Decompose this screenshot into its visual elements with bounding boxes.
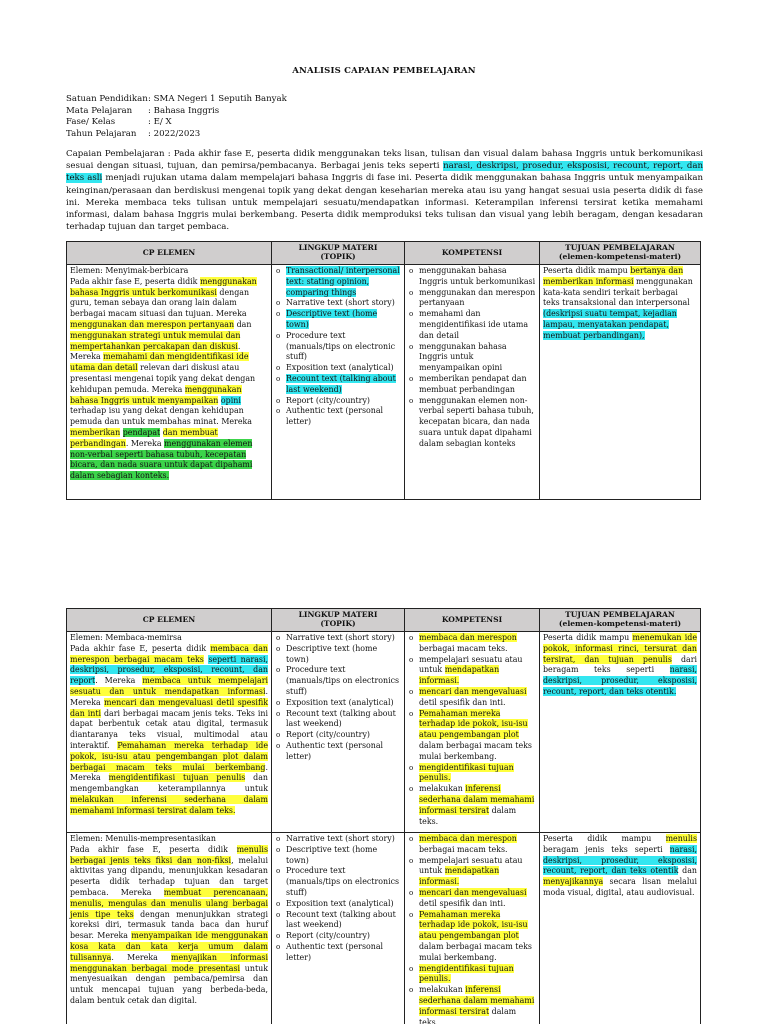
highlighted-text: mencari dan mengevaluasi detil spesifik dan inti bbox=[70, 697, 268, 718]
text-run: Elemen: Menyimak-berbicara bbox=[70, 266, 189, 275]
list-item: o Report (city/country) bbox=[286, 730, 401, 741]
list-item: o memahami dan mengidentifikasi ide utama dan detail bbox=[419, 309, 536, 341]
list-item bbox=[286, 331, 401, 363]
text-run: Pada akhir fase E, peserta didik bbox=[70, 276, 200, 286]
highlighted-text: menulis bbox=[665, 834, 697, 843]
highlighted-text: menggunakan bahasa Inggris untuk berkomunikasi bbox=[70, 276, 257, 297]
list-item: o Authentic text (personal letter) bbox=[286, 942, 401, 964]
kompetensi-list bbox=[408, 633, 536, 827]
list-item: o Exposition text (analytical) bbox=[286, 899, 401, 910]
header-lingkup-line2: (TOPIK) bbox=[320, 619, 356, 628]
list-item: o Recount text (talking about last weekend) bbox=[286, 910, 401, 932]
list-item bbox=[419, 964, 536, 986]
list-item: o Procedure text (manuals/tips on electronics stuff) bbox=[286, 665, 401, 697]
highlighted-text: Pemahaman mereka terhadap ide pokok, isu-isu atau pengembangan plot dalam berbagai macam teks mulai berkembang bbox=[70, 740, 268, 772]
list-item bbox=[286, 363, 401, 374]
info-value: : SMA Negeri 1 Seputih Banyak bbox=[148, 94, 287, 104]
highlighted-text: membuat perencanaan, menulis, mengulas dan menulis ulang berbagai jenis tipe teks bbox=[70, 887, 268, 919]
highlighted-text: opini bbox=[220, 395, 241, 405]
kompetensi-cell bbox=[405, 632, 540, 833]
list-item bbox=[286, 309, 401, 331]
info-key: Satuan Pendidikan bbox=[66, 94, 148, 104]
header-tujuan-line1: TUJUAN PEMBELAJARAN bbox=[565, 610, 675, 620]
highlighted-text: membaca untuk mempelajari sesuatu dan untuk mendapatkan informasi bbox=[70, 676, 268, 696]
text-run: detil spesifik dan inti. bbox=[419, 697, 506, 707]
text-run: untuk menyesuaikan dengan pembaca/pemirsa dan untuk mencapai tujuan yang berbeda-beda, dalam bentuk cetak dan digital. bbox=[70, 963, 268, 1005]
text-run: mempelajari sesuatu atau untuk bbox=[419, 654, 523, 675]
kompetensi-list bbox=[408, 266, 536, 450]
highlighted-text: menulis berbagai jenis teks fiksi dan non-fiksi bbox=[70, 844, 268, 865]
list-item bbox=[419, 856, 536, 888]
highlighted-text: Transactional/ interpersonal text: stating opinion, comparing things bbox=[286, 266, 400, 297]
list-item bbox=[419, 910, 536, 964]
highlighted-text: menggunakan bahasa Inggris untuk menyampaikan bbox=[70, 384, 242, 405]
header-kompetensi: KOMPETENSI bbox=[405, 609, 540, 632]
highlighted-text: seperti narasi, deskripsi, prosedur, eksposisi, recount, dan report bbox=[70, 654, 269, 686]
highlighted-text: menggunakan dan merespon pertanyaan bbox=[70, 319, 235, 329]
list-item bbox=[419, 784, 536, 827]
text-run: Pada akhir fase E, peserta didik bbox=[70, 643, 211, 653]
tujuan-cell bbox=[540, 833, 701, 1024]
text-run: Peserta didik mampu bbox=[543, 633, 633, 642]
highlighted-text: membaca dan merespon berbagai macam teks bbox=[70, 643, 268, 664]
list-item: o menggunakan dan merespon pertanyaan bbox=[419, 288, 536, 310]
highlighted-text: inferensi sederhana dalam memahami informasi tersirat bbox=[419, 784, 535, 815]
capaian-text: menjadi rujukan utama dalam mempelajari bahasa Inggris di fase ini. Peserta didik menggunakan bahasa Inggris untuk menyampaikan keinginan/perasaan dan berdiskusi mengenai topik yang dekat dengan keseharian mereka atau isu yang hangat sesuai usia peserta didik di fase ini. Mereka membaca teks tulisan untuk mempelajari sesuatu/mendapatkan informasi. Keterampilan inferensi tersirat ketika memahami informasi, dalam bahasa Inggris mulai berkembang. Peserta didik memproduksi teks tulisan dan visual yang lebih beragam, dengan kesadaran terhadap tujuan dan target pembaca. bbox=[66, 173, 703, 233]
header-tujuan-line2: (elemen-kompetensi-materi) bbox=[558, 252, 682, 261]
text-run: menggunakan kata-kata sendiri terkait berbagai teks transaksional dan interpersonal bbox=[543, 276, 693, 308]
text-run: dalam teks. bbox=[419, 805, 517, 826]
list-item bbox=[419, 888, 536, 910]
highlighted-text: memberikan bbox=[70, 427, 121, 437]
text-run: . Mereka bbox=[111, 952, 172, 962]
highlighted-text: menggunakan elemen non-verbal seperti bahasa tubuh, kecepatan bicara, dan nada suara untuk dapat dipahami dalam sebagian konteks. bbox=[70, 438, 253, 481]
table-row bbox=[67, 265, 701, 500]
lingkup-cell bbox=[272, 833, 405, 1024]
cp-table-1 bbox=[66, 241, 701, 500]
list-item: o Narrative text (short story) bbox=[286, 834, 401, 845]
list-item bbox=[286, 374, 401, 396]
highlighted-text: Pemahaman mereka terhadap ide pokok, isu-isu atau pengembangan plot bbox=[419, 909, 528, 941]
text-run: secara lisan melalui moda visual, digital, atau audiovisual. bbox=[543, 877, 697, 897]
tujuan-text bbox=[543, 266, 697, 342]
lingkup-list bbox=[275, 266, 401, 428]
list-item bbox=[419, 687, 536, 709]
header-lingkup bbox=[272, 242, 405, 265]
lingkup-list bbox=[275, 633, 401, 763]
tujuan-text bbox=[543, 834, 697, 899]
text-run: Pada akhir fase E, peserta didik bbox=[70, 844, 237, 854]
tujuan-cell bbox=[540, 632, 701, 833]
highlighted-text: (deskripsi suatu tempat, kejadian lampau, menyatakan pendapat, membuat perbandingan), bbox=[543, 309, 677, 340]
highlighted-text: mendapatkan informasi. bbox=[419, 665, 500, 686]
highlighted-text: mendapatkan informasi. bbox=[419, 866, 500, 887]
info-key: Fase/ Kelas bbox=[66, 117, 116, 128]
text-run: . Mereka bbox=[70, 762, 268, 783]
info-key: Tahun Pelajaran bbox=[66, 128, 137, 139]
cp-elemen-cell bbox=[67, 632, 272, 833]
text-run: . Mereka bbox=[95, 676, 143, 686]
text-run: . Mereka bbox=[125, 438, 165, 448]
highlighted-text: narasi, deskripsi, prosedur, eksposisi, recount, report, dan teks otentik bbox=[543, 844, 697, 876]
capaian-paragraph bbox=[66, 148, 703, 233]
info-value: : E/ X bbox=[148, 117, 172, 128]
text-run: melakukan bbox=[419, 985, 466, 995]
text-run: dalam berbagai macam teks mulai berkembang. bbox=[419, 941, 532, 962]
cp-elemen-cell bbox=[67, 265, 272, 500]
table-row bbox=[67, 833, 701, 1024]
highlighted-text: memahami dan mengidentifikasi ide utama dan detail bbox=[70, 352, 249, 373]
text-run: relevan dari diskusi atau presentasi mengenai topik yang dekat dengan kehidupan pemuda. Mereka bbox=[70, 363, 256, 394]
header-kompetensi: KOMPETENSI bbox=[405, 242, 540, 265]
list-item bbox=[286, 298, 401, 309]
highlighted-text: menggunakan strategi untuk memulai dan mempertahankan percakapan dan diskusi bbox=[70, 330, 241, 351]
text-run: dalam teks. bbox=[419, 1006, 517, 1024]
header-tujuan bbox=[540, 609, 701, 632]
cp-elemen-cell bbox=[67, 833, 272, 1024]
text-run: Peserta didik mampu bbox=[543, 834, 666, 843]
list-item: o menggunakan bahasa Inggris untuk berkomunikasi bbox=[419, 266, 536, 288]
cp-elemen-text bbox=[70, 633, 268, 817]
highlighted-text: Pemahaman mereka terhadap ide pokok, isu-isu atau pengembangan plot bbox=[419, 708, 528, 740]
text-run: . Mereka bbox=[70, 341, 241, 362]
info-row bbox=[66, 106, 706, 118]
info-key: Mata Pelajaran bbox=[66, 105, 133, 116]
tujuan-cell bbox=[540, 265, 701, 500]
header-lingkup-line1: LINGKUP MATERI bbox=[298, 610, 378, 620]
text-run: berbagai macam teks. bbox=[419, 844, 508, 854]
list-item bbox=[286, 396, 401, 407]
highlighted-text: menyajikan informasi menggunakan berbagai mode presentasi bbox=[70, 952, 268, 973]
highlighted-text: melakukan inferensi sederhana dalam memahami informasi tersirat dalam teks. bbox=[70, 794, 268, 815]
header-tujuan-line1: TUJUAN PEMBELAJARAN bbox=[565, 243, 675, 253]
header-lingkup-line2: (TOPIK) bbox=[320, 252, 356, 261]
lingkup-list bbox=[275, 834, 401, 964]
text-run: Elemen: Menulis-mempresentasikan bbox=[70, 834, 216, 843]
highlighted-text: pendapat bbox=[122, 427, 161, 437]
text-run: detil spesifik dan inti. bbox=[419, 898, 506, 908]
capaian-text: Capaian Pembelajaran : Pada akhir fase E, peserta didik menggunakan teks lisan, tulisan dan visual dalam bahasa Inggris untuk berkomunikasi sesuai dengan situasi, tujuan, dan pemirsa/pembacanya. Berbagai jenis teks seperti bbox=[66, 149, 703, 172]
table-row bbox=[67, 632, 701, 833]
highlighted-text: bertanya dan memberikan informasi bbox=[543, 266, 684, 286]
highlighted-text: menyampaikan ide menggunakan kosa kata dan kata kerja umum dalam tulisannya bbox=[70, 931, 268, 962]
text-run: mempelajari sesuatu atau untuk bbox=[419, 855, 523, 876]
tujuan-text bbox=[543, 633, 697, 698]
list-item bbox=[419, 655, 536, 687]
list-item bbox=[419, 709, 536, 763]
info-value: : Bahasa Inggris bbox=[148, 105, 220, 116]
list-item: o Authentic text (personal letter) bbox=[286, 741, 401, 763]
kompetensi-cell bbox=[405, 833, 540, 1024]
capaian-highlight: narasi, deskripsi, prosedur, eksposisi, recount, report, dan teks asli bbox=[66, 161, 703, 184]
highlighted-text: Descriptive text (home town) bbox=[286, 309, 378, 329]
text-run: , melalui aktivitas yang dipandu, menunjukkan kesadaran peserta didik terhadap tujuan dan target pembaca. Mereka bbox=[70, 855, 268, 897]
highlighted-text: menyajikannya bbox=[543, 877, 604, 887]
list-item: o Exposition text (analytical) bbox=[286, 698, 401, 709]
text-run: Elemen: Membaca-memirsa bbox=[70, 633, 182, 642]
cp-table-2 bbox=[66, 608, 701, 1024]
text-run: Authentic text (personal letter) bbox=[286, 406, 384, 427]
highlighted-text: mencari dan mengevaluasi bbox=[419, 686, 527, 696]
text-run: dari berbagai macam jenis teks. Teks ini dapat berbentuk cetak atau digital, termasuk diantaranya teks visual, multimodal atau interaktif. bbox=[70, 708, 268, 750]
lingkup-cell bbox=[272, 632, 405, 833]
header-lingkup-line1: LINGKUP MATERI bbox=[298, 243, 378, 253]
kompetensi-list bbox=[408, 834, 536, 1024]
header-lingkup bbox=[272, 609, 405, 632]
header-cp: CP ELEMEN bbox=[67, 242, 272, 265]
list-item bbox=[419, 763, 536, 785]
header-cp: CP ELEMEN bbox=[67, 609, 272, 632]
list-item: o Procedure text (manuals/tips on electronics stuff) bbox=[286, 866, 401, 898]
list-item bbox=[286, 266, 401, 298]
text-run: . Mereka bbox=[70, 686, 268, 707]
highlighted-text: mencari dan mengevaluasi bbox=[419, 887, 527, 897]
highlighted-text: membaca dan merespon bbox=[419, 633, 517, 642]
highlighted-text: narasi, deskripsi, prosedur, eksposisi, recount, report, dan teks otentik. bbox=[543, 665, 697, 696]
list-item: o Narrative text (short story) bbox=[286, 633, 401, 644]
header-tujuan-line2: (elemen-kompetensi-materi) bbox=[558, 619, 682, 628]
list-item bbox=[286, 406, 401, 428]
list-item: o menggunakan elemen non-verbal seperti bahasa tubuh, kecepatan bicara, dan nada suara untuk dapat dipahami dalam sebagian konteks bbox=[419, 396, 536, 450]
text-run: Report (city/country) bbox=[286, 395, 370, 405]
cp-elemen-text bbox=[70, 834, 268, 1007]
lingkup-cell bbox=[272, 265, 405, 500]
text-run: beragam jenis teks seperti bbox=[543, 844, 670, 854]
info-row bbox=[66, 117, 706, 129]
info-value: : 2022/2023 bbox=[148, 128, 201, 139]
list-item bbox=[419, 834, 536, 856]
text-run: berbagai macam teks. bbox=[419, 643, 508, 653]
text-run: Peserta didik mampu bbox=[543, 266, 631, 275]
highlighted-text: mengidentifikasi tujuan penulis. bbox=[419, 762, 514, 783]
info-block bbox=[66, 94, 706, 140]
highlighted-text: Recount text (talking about last weekend) bbox=[286, 373, 396, 394]
kompetensi-cell bbox=[405, 265, 540, 500]
table-header-row bbox=[67, 609, 701, 632]
text-run: dari beragam teks seperti bbox=[543, 654, 697, 675]
info-row bbox=[66, 129, 706, 141]
list-item: o Report (city/country) bbox=[286, 931, 401, 942]
text-run: dan bbox=[234, 319, 252, 329]
info-row bbox=[66, 94, 706, 106]
list-item: o Descriptive text (home town) bbox=[286, 845, 401, 867]
highlighted-text: inferensi sederhana dalam memahami informasi tersirat bbox=[419, 985, 535, 1016]
text-run: dengan menunjukkan strategi koreksi diri, termasuk tanda baca dan huruf besar. Mereka bbox=[70, 909, 268, 941]
cp-elemen-text bbox=[70, 266, 268, 482]
text-run: terhadap isu yang dekat dengan kehidupan pemuda dan untuk membahas minat. Mereka bbox=[70, 406, 252, 427]
list-item: o Recount text (talking about last weekend) bbox=[286, 709, 401, 731]
list-item bbox=[419, 985, 536, 1024]
list-item bbox=[419, 633, 536, 655]
text-run: Narrative text (short story) bbox=[286, 298, 395, 308]
list-item: o memberikan pendapat dan membuat perbandingan bbox=[419, 374, 536, 396]
highlighted-text: menemukan ide pokok, informasi rinci, tersurat dan tersirat, dan tujuan penulis bbox=[543, 633, 697, 664]
highlighted-text: mengidentifikasi tujuan penulis bbox=[108, 773, 246, 783]
text-run: dan mengembangkan keterampilannya untuk bbox=[70, 773, 268, 794]
list-item: o menggunakan bahasa Inggris untuk menyampaikan opini bbox=[419, 342, 536, 374]
text-run: dan bbox=[678, 866, 697, 876]
text-run: Procedure text (manuals/tips on electronic stuff) bbox=[286, 330, 396, 362]
table-header-row bbox=[67, 242, 701, 265]
document-title: ANALISIS CAPAIAN PEMBELAJARAN bbox=[292, 66, 476, 76]
highlighted-text: mengidentifikasi tujuan penulis. bbox=[419, 963, 514, 984]
text-run: Exposition text (analytical) bbox=[286, 363, 394, 373]
text-run: dengan guru, teman sebaya dan orang lain dalam berbagai macam situasi dan tujuan. Mereka bbox=[70, 287, 250, 319]
text-run: dalam berbagai macam teks mulai berkembang. bbox=[419, 740, 532, 761]
highlighted-text: membaca dan merespon bbox=[419, 834, 517, 843]
list-item: o Descriptive text (home town) bbox=[286, 644, 401, 666]
highlighted-text: dan membuat perbandingan bbox=[70, 427, 218, 448]
header-tujuan bbox=[540, 242, 701, 265]
text-run: melakukan bbox=[419, 784, 466, 794]
